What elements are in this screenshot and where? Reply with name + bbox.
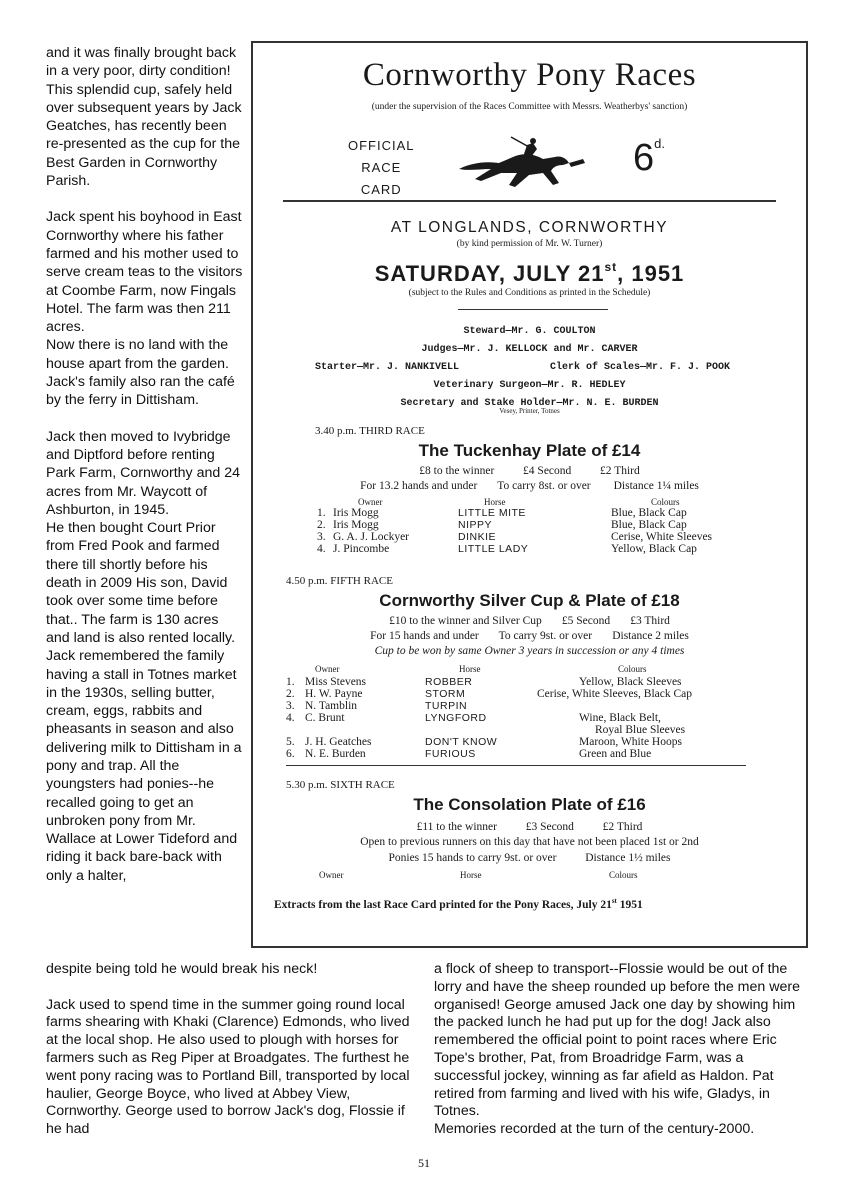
race-eligibility: Open to previous runners on this day that have not been placed 1st or 2nd <box>360 836 699 848</box>
page-number: 51 <box>418 1156 430 1170</box>
owner-header: Owner <box>358 497 383 507</box>
race-entry: 2. Iris Mogg NIPPY Blue, Black Cap <box>317 519 687 531</box>
race-conditions: Ponies 15 hands to carry 9st. or over Distance 1½ miles <box>388 852 671 864</box>
colours-header: Colours <box>618 664 647 674</box>
official-race-card-label <box>348 135 415 201</box>
divider <box>458 309 608 310</box>
rules-note: (subject to the Rules and Conditions as printed in the Schedule) <box>408 288 651 298</box>
printer-imprint: Vesey, Printer, Totnes <box>499 407 560 415</box>
race-time: 5.30 p.m. SIXTH RACE <box>286 779 395 791</box>
paragraph: despite being told he would break his neck! <box>46 961 318 977</box>
secretary: Secretary and Stake Holder—Mr. N. E. BURDEN <box>400 398 659 409</box>
paragraph: Jack spent his boyhood in East Cornworthy where his father farmed and his mother used to serve cream teas to the visitors at Coombe Farm, now Fingals Hotel. The farm was then 211 acres. Now there is no land with the house apart from the garden. Jack's family also ran the café by the ferry in Dittisham. <box>46 209 243 409</box>
official-line: OFFICIAL <box>348 138 415 153</box>
race-entry: Royal Blue Sleeves <box>595 724 686 736</box>
starter-and-clerk <box>253 359 806 377</box>
race-card <box>251 41 808 948</box>
race-entry: 4. J. Pincombe LITTLE LADY Yellow, Black Cap <box>317 543 697 555</box>
race-conditions: For 15 hands and under To carry 9st. or over Distance 2 miles <box>370 630 689 642</box>
venue: AT LONGLANDS, CORNWORTHY <box>390 219 669 236</box>
race-entry: 5. J. H. Geatches DON'T KNOW Maroon, White Hoops <box>286 736 682 748</box>
permission-note: (by kind permission of Mr. W. Turner) <box>456 239 603 249</box>
owner-header: Owner <box>315 664 340 674</box>
veterinary-surgeon: Veterinary Surgeon—Mr. R. HEDLEY <box>433 380 626 391</box>
horse-header: Horse <box>484 497 506 507</box>
race-title: Cornworthy Silver Cup & Plate of £18 <box>379 591 680 610</box>
race-conditions: For 13.2 hands and under To carry 8st. or over Distance 1¼ miles <box>360 480 699 492</box>
owner-header: Owner <box>319 870 344 880</box>
racehorse-jockey-icon <box>451 135 591 195</box>
race-title: The Consolation Plate of £16 <box>413 795 646 814</box>
race-prizes: £8 to the winner £4 Second £2 Third <box>419 465 640 477</box>
bottom-left-text <box>46 961 421 1157</box>
horse-header: Horse <box>460 870 482 880</box>
colours-header: Colours <box>651 497 680 507</box>
race-entry: 1. Iris Mogg LITTLE MITE Blue, Black Cap <box>317 507 687 519</box>
race-sixth <box>253 779 806 889</box>
officials-list <box>253 323 806 413</box>
race-time: 4.50 p.m. FIFTH RACE <box>286 575 393 587</box>
race-time: 3.40 p.m. THIRD RACE <box>315 425 425 437</box>
race-cup-condition: Cup to be won by same Owner 3 years in succession or any 4 times <box>374 645 685 657</box>
judges: Judges—Mr. J. KELLOCK and Mr. CARVER <box>421 344 638 355</box>
race-entry: 6. N. E. Burden FURIOUS Green and Blue <box>286 748 652 760</box>
race-title: The Tuckenhay Plate of £14 <box>418 441 641 460</box>
paragraph: Jack then moved to Ivybridge and Diptford before renting Park Farm, Cornworthy and 24 acres from Mr. Waycott of Ashburton, in 1945. He then bought Court Prior from Fred Pook and farmed there till shortly before his death in 2009 His son, David took over some time before that.. The farm is 130 acres and land is also rented locally. Jack remembered the family having a stall in Totnes market in the 1930s, selling butter, cream, eggs, rabbits and pheasants in season and also delivering milk to Dittisham in a pony and trap. All the youngsters had ponies--he recalled going to get an unbroken pony from Mr. Wallace at Lower Tideford and riding it back bare-back with only a halter, <box>46 428 242 884</box>
race-prizes: £10 to the winner and Silver Cup £5 Second £3 Third <box>389 615 670 627</box>
race-prizes: £11 to the winner £3 Second £2 Third <box>416 821 643 833</box>
bottom-right-text <box>434 961 806 1139</box>
horse-header: Horse <box>459 664 481 674</box>
divider <box>286 765 746 766</box>
race-card-title: Cornworthy Pony Races <box>362 57 697 93</box>
race-date: SATURDAY, JULY 21st, 1951 <box>374 260 685 286</box>
race-entry: 4. C. Brunt LYNGFORD Wine, Black Belt, <box>286 712 661 724</box>
left-column-text <box>46 44 246 885</box>
price: $6^{d.}$ <box>633 136 665 179</box>
race-card-subtitle: (under the supervision of the Races Committee with Messrs. Weatherbys' sanction) <box>371 102 688 112</box>
official-line: RACE <box>361 160 402 175</box>
steward: Steward—Mr. G. COULTON <box>463 326 596 337</box>
race-entry: 2. H. W. Payne STORM Cerise, White Sleeves, Black Cap <box>286 688 692 700</box>
official-line: CARD <box>360 182 402 197</box>
clerk-of-scales: Clerk of Scales—Mr. F. J. POOK <box>549 362 730 373</box>
race-card-caption: Extracts from the last Race Card printed for the Pony Races, July 21st 1951 <box>274 897 643 911</box>
race-fifth <box>253 575 806 775</box>
divider <box>283 200 776 202</box>
starter: Starter—Mr. J. NANKIVELL <box>315 362 460 373</box>
colours-header: Colours <box>609 870 638 880</box>
race-entry: 1. Miss Stevens ROBBER Yellow, Black Sleeves <box>286 676 682 688</box>
paragraph: a flock of sheep to transport--Flossie would be out of the lorry and have the sheep rounded up before the men were organised! George amused Jack one day by showing him the packed lunch he had put up for the dog! Jack also remembered the official point to point races where Eric Tope's brother, Pat, from Broadridge Farm, was a successful jockey, winning as far afield as Haldon. Pat retired from farming and lived with his wife, Gladys, in Totnes. Memories recorded at the turn of the century-2000. <box>434 961 800 1138</box>
race-entry: 3. G. A. J. Lockyer DINKIE Cerise, White Sleeves <box>317 531 713 543</box>
race-entry: 3. N. Tamblin TURPIN <box>286 700 468 712</box>
paragraph: Jack used to spend time in the summer going round local farms shearing with Khaki (Clarence) Edmonds, who lived at the local shop. He also used to plough with horses for farmers such as Reg Piper at Broadgates. The furthest he went pony racing was to Portland Bill, transported by local haulier, George Boyce, who lived at Abbey View, Cornworthy. George used to borrow Jack's dog, Flossie if he had <box>46 996 410 1138</box>
race-third <box>253 425 806 565</box>
paragraph: and it was finally brought back in a very poor, dirty condition! This splendid cup, safely held over subsequent years by Jack Geatches, has recently been re-presented as the cup for the Best Garden in Cornworthy Parish. <box>46 45 242 190</box>
